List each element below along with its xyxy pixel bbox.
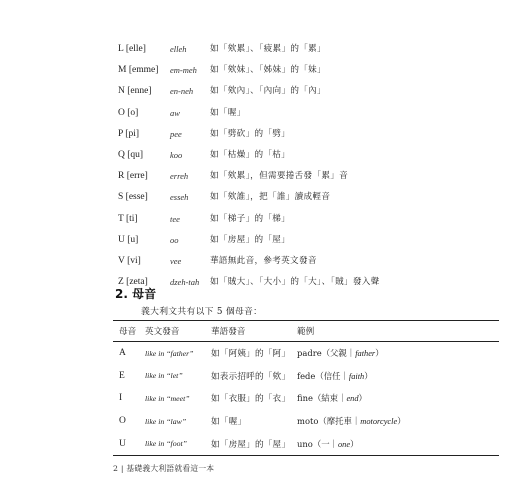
example-word: fine xyxy=(297,393,313,404)
vowel-english: like in “meet” xyxy=(145,393,190,403)
header-english: 英文發音 xyxy=(145,321,211,342)
letter-example: 華語無此音，參考英文發音 xyxy=(210,255,317,266)
example-word: padre xyxy=(297,348,322,359)
example-close: ） xyxy=(375,348,384,359)
vowel-chinese: 如「喔」 xyxy=(211,417,247,428)
letter-example: 如「枯燥」的「枯」 xyxy=(210,149,291,160)
header-chinese: 華語發音 xyxy=(211,321,297,342)
example-english: motorcycle xyxy=(360,417,398,427)
vowel-row xyxy=(113,387,499,410)
letter-name: V [vi] xyxy=(118,255,141,266)
header-vowel: 母音 xyxy=(113,321,145,342)
letter-example: 如「欸累」，但需要捲舌發「累」音 xyxy=(210,171,349,182)
example-meaning: （結束｜ xyxy=(312,393,347,404)
letter-pronunciation: em-meh xyxy=(170,65,197,76)
letter-pronunciation: koo xyxy=(170,149,183,160)
page-footer: 2 | 基礎義大利語就看這一本 xyxy=(113,464,215,473)
letter-pronunciation: pee xyxy=(170,128,182,139)
letter-row xyxy=(118,42,498,63)
vowel-english: like in “foot” xyxy=(145,432,211,455)
example-english: faith xyxy=(348,371,365,381)
letter-example: 如「欸累」、「疲累」的「累」 xyxy=(210,44,326,54)
letter-name: O [o] xyxy=(118,107,139,118)
example-close: ） xyxy=(397,416,406,427)
vowel-chinese: 如表示招呼的「欸」 xyxy=(211,371,291,382)
example-meaning: （一｜ xyxy=(312,438,338,449)
consonant-letter-list xyxy=(118,42,498,296)
example-meaning: （父親｜ xyxy=(321,348,356,359)
vowel-table xyxy=(113,320,499,456)
vowel-example xyxy=(297,432,499,455)
example-close: ） xyxy=(364,370,373,381)
letter-example: 如「欸誰」，把「誰」讀成輕音 xyxy=(210,192,331,203)
letter-row xyxy=(118,169,498,190)
vowel-chinese: 如「衣服」的「衣」 xyxy=(211,394,291,405)
letter-row xyxy=(118,84,498,105)
example-close: ） xyxy=(358,393,367,404)
letter-row xyxy=(118,148,498,169)
vowel-english: like in “let” xyxy=(145,371,183,381)
letter-pronunciation: aw xyxy=(170,107,180,118)
letter-name: Z [zeta] xyxy=(118,277,148,288)
section-heading: 2. 母音 xyxy=(115,287,157,301)
letter-name: U [u] xyxy=(118,234,139,245)
vowel-example xyxy=(297,365,499,388)
letter-name: P [pi] xyxy=(118,128,140,139)
vowel-row xyxy=(113,410,499,433)
letter-row xyxy=(118,190,498,211)
vowel-chinese: 如「阿姨」的「阿」 xyxy=(211,349,291,360)
letter-name: M [emme] xyxy=(118,65,159,76)
example-meaning: （信任｜ xyxy=(315,370,349,381)
letter-pronunciation: tee xyxy=(170,213,180,224)
vowel-table-header xyxy=(113,321,499,342)
letter-name: N [enne] xyxy=(118,86,152,97)
vowel-letter: U xyxy=(113,432,145,455)
vowel-letter: E xyxy=(119,370,125,381)
vowel-row xyxy=(113,365,499,388)
example-english: end xyxy=(346,394,359,404)
vowel-example xyxy=(297,410,499,433)
letter-row xyxy=(118,63,498,84)
example-english: father xyxy=(355,349,376,359)
letter-row xyxy=(118,212,498,233)
letter-example: 如「劈砍」的「劈」 xyxy=(210,128,291,139)
vowel-letter: O xyxy=(119,416,126,427)
letter-example: 如「賊大」、「大小」的「大」、「賊」發入聲 xyxy=(210,277,380,288)
section-intro: 義大利文共有以下 5 個母音： xyxy=(141,307,263,317)
letter-pronunciation: esseh xyxy=(170,192,189,203)
letter-row xyxy=(118,275,498,296)
letter-pronunciation: en-neh xyxy=(170,86,194,97)
example-close: ） xyxy=(350,438,359,449)
example-word: fede xyxy=(297,370,316,381)
letter-pronunciation: vee xyxy=(170,255,182,266)
letter-name: Q [qu] xyxy=(118,149,144,160)
vowel-english: like in “law” xyxy=(145,416,187,426)
letter-example: 如「房屋」的「屋」 xyxy=(210,234,291,245)
vowel-row xyxy=(113,432,499,455)
letter-row xyxy=(118,233,498,254)
vowel-letter: A xyxy=(119,348,126,359)
letter-example: 如「欸妹」、「姊妹」的「妹」 xyxy=(210,65,326,76)
vowel-example xyxy=(297,342,499,365)
letter-name: L [elle] xyxy=(118,44,146,54)
letter-pronunciation: oo xyxy=(170,234,179,245)
letter-name: S [esse] xyxy=(118,192,148,203)
header-example: 範例 xyxy=(297,321,499,342)
letter-row xyxy=(118,254,498,275)
example-word: moto xyxy=(297,416,319,427)
letter-row xyxy=(118,127,498,148)
letter-name: R [erre] xyxy=(118,171,148,182)
vowel-row xyxy=(113,342,499,365)
letter-name: T [ti] xyxy=(118,213,138,224)
vowel-example xyxy=(297,387,499,410)
letter-example: 如「喔」 xyxy=(210,107,246,118)
vowel-english: like in “father” xyxy=(145,348,194,358)
vowel-chinese: 如「房屋」的「屋」 xyxy=(211,432,297,455)
letter-row xyxy=(118,106,498,127)
letter-pronunciation: dzeh-tah xyxy=(170,277,200,288)
example-word: uno xyxy=(297,438,313,449)
vowel-letter: I xyxy=(119,393,123,404)
letter-pronunciation: elleh xyxy=(170,44,187,54)
letter-pronunciation: erreh xyxy=(170,171,189,182)
letter-example: 如「欸內」、「內向」的「內」 xyxy=(210,86,326,97)
example-english: one xyxy=(337,439,351,449)
letter-example: 如「梯子」的「梯」 xyxy=(210,213,291,224)
example-meaning: （摩托車｜ xyxy=(318,416,361,427)
